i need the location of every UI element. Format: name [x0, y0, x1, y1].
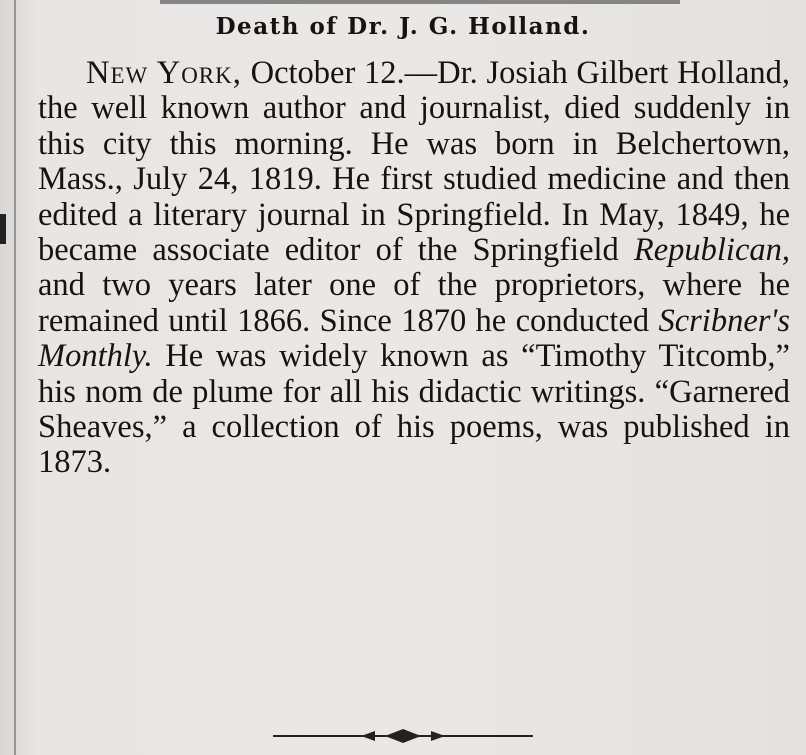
magazine-title-scribners: Scribner's Monthly. [38, 302, 790, 375]
article-headline: Death of Dr. J. G. Holland. [215, 13, 591, 40]
edge-mark [0, 214, 6, 244]
arrow-rule-ornament-icon [0, 726, 806, 746]
body-text-2: and two years later one of the proprietors, where he remained until 1866. Since 1870 he conducted [38, 267, 790, 339]
newspaper-title-republican: Republican, [633, 232, 790, 269]
column-rule [14, 0, 16, 755]
top-rule [160, 0, 680, 4]
article-body [38, 56, 790, 481]
body-text-3: He was widely known as “Timothy Titcomb,” his nom de plume for all his didactic writings. “Garnered Sheaves,” a collection of his poems, was published in 1873. [38, 338, 790, 481]
body-text-1: October 12.—Dr. Josiah Gilbert Holland, the well known author and journalist, died suddenly in this city this morning. He was born in Belchertown, Mass., July 24, 1819. He first studied medicine and then edited a literary journal in Springfield. In May, 1849, he became associate editor of the Springfield [38, 55, 790, 269]
dateline: New York, [86, 55, 242, 91]
